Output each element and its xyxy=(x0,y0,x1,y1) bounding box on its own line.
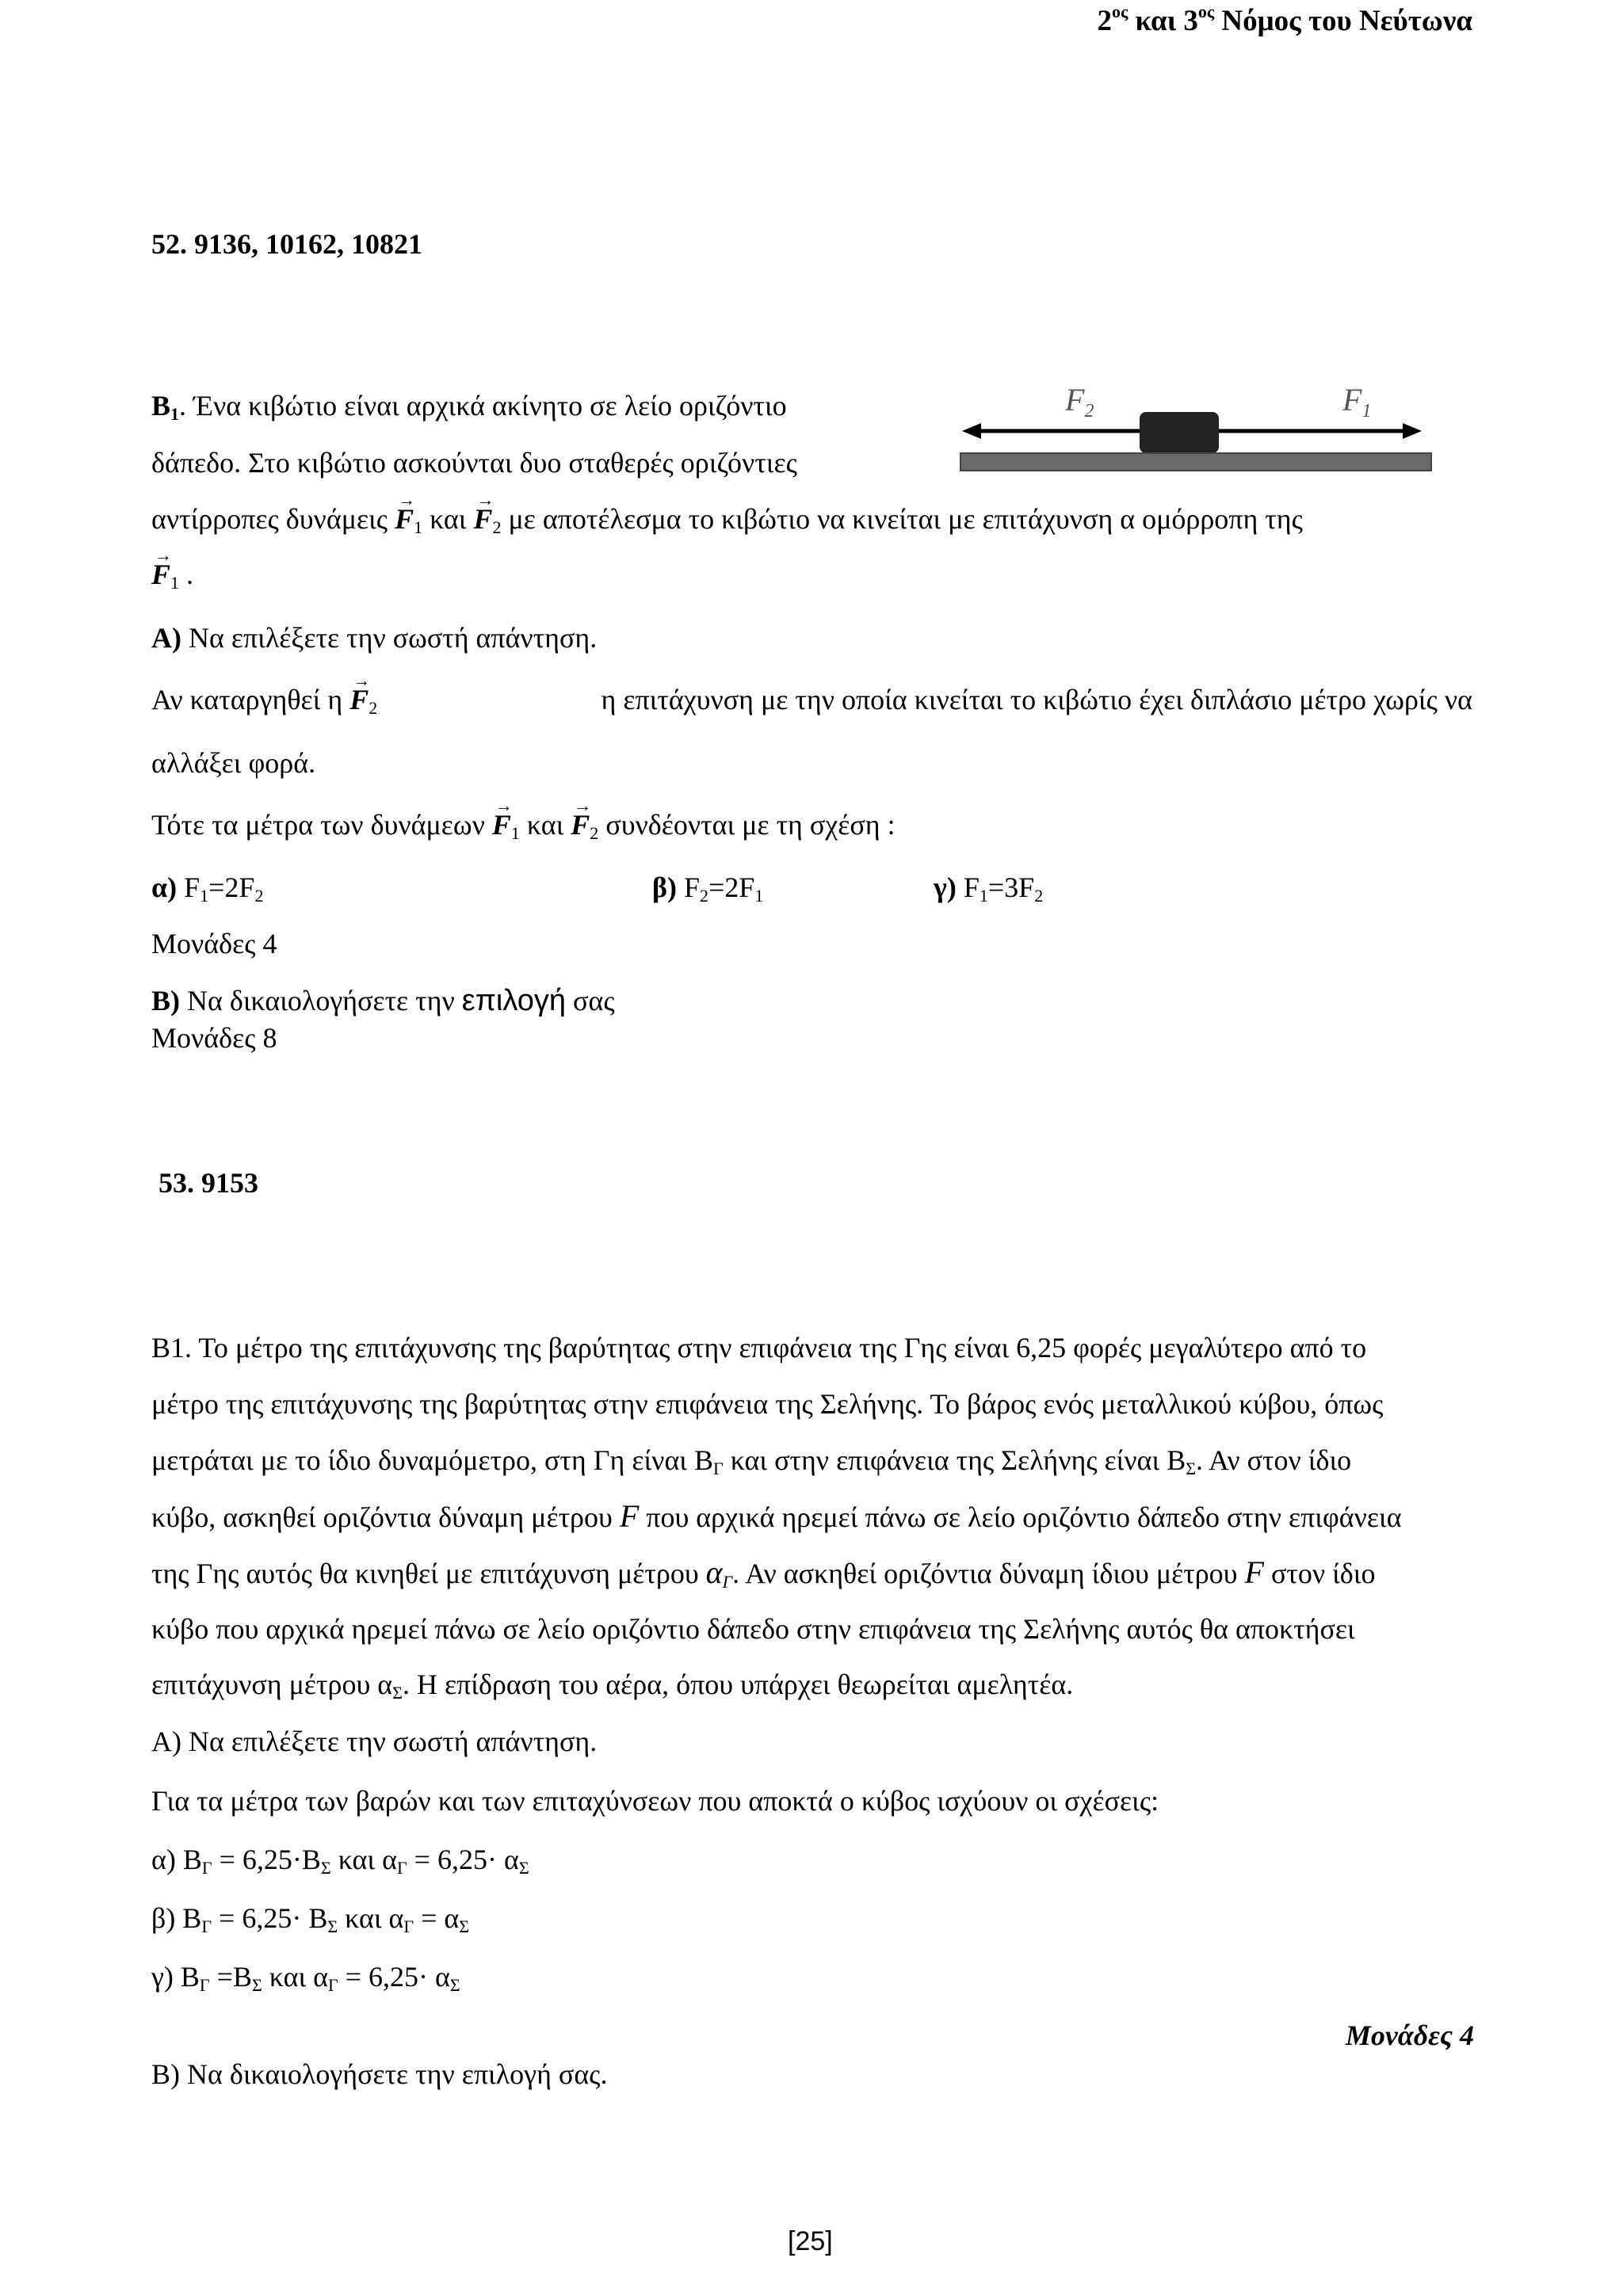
force-diagram xyxy=(957,382,1433,477)
q53-p1: Β1. Το μέτρο της επιτάχυνσης της βαρύτητας στην επιφάνεια της Γης είναι 6,25 φορές μεγαλύτερο από το xyxy=(151,1332,1367,1363)
text: F xyxy=(184,871,200,903)
f1-label: $F_1$ xyxy=(1342,382,1372,421)
text: Τότε τα μέτρα των δυνάμεων xyxy=(151,809,485,841)
q53-option-b xyxy=(151,1900,469,1936)
sub: 1 xyxy=(754,886,764,906)
text: = 6,25· α xyxy=(338,1961,450,1993)
italic-f: F xyxy=(619,1498,640,1534)
q53-intro: Για τα μέτρα των βαρών και των επιταχύνσεων που αποκτά ο κύβος ισχύουν οι σχέσεις: xyxy=(151,1785,1159,1817)
sub: Σ xyxy=(1186,1459,1197,1478)
q52-monades-8: Μονάδες 8 xyxy=(151,1022,277,1054)
text: και στην επιφάνεια της Σελήνης είναι Β xyxy=(730,1444,1186,1476)
opt-label: α) xyxy=(151,871,178,903)
sub: 2 xyxy=(700,886,708,906)
q52-line1 xyxy=(151,387,787,424)
part-b-label: Β) xyxy=(151,985,180,1016)
opt-label: γ) xyxy=(934,871,957,903)
text: στον ίδιο xyxy=(1270,1558,1376,1589)
text: =2F xyxy=(708,871,755,903)
text: επιτάχυνση μέτρου α xyxy=(151,1669,393,1700)
q53-p6: κύβο που αρχικά ηρεμεί πάνω σε λείο οριζόντιο δάπεδο στην επιφάνεια της Σελήνης αυτός θα αποκτήσει xyxy=(151,1613,1355,1645)
text: που αρχικά ηρεμεί πάνω σε λείο οριζόντιο δάπεδο στην επιφάνεια xyxy=(646,1501,1402,1533)
text: F xyxy=(683,871,700,903)
q53-p3 xyxy=(151,1442,1351,1478)
sub: Σ xyxy=(459,1917,470,1936)
q53-p4 xyxy=(151,1498,1402,1535)
b1-label xyxy=(151,390,180,424)
sub: 2 xyxy=(1034,886,1044,906)
floor xyxy=(960,453,1431,471)
vec-letter: F xyxy=(151,559,171,590)
vector-f2 xyxy=(571,807,590,843)
b1-letter: B xyxy=(151,390,171,421)
opt-label: β) xyxy=(652,871,677,903)
sub: Σ xyxy=(251,1975,262,1995)
sub: Γ xyxy=(713,1459,724,1478)
text: η επιτάχυνση με την οποία κινείται το κιβώτιο έχει διπλάσιο μέτρο χωρίς να xyxy=(601,684,1472,715)
text: = 6,25· Β xyxy=(212,1902,328,1934)
text: . Αν ασκηθεί οριζόντια δύναμη ίδιου μέτρου xyxy=(732,1558,1238,1589)
text: =2F xyxy=(208,871,255,903)
page-header xyxy=(1098,3,1473,40)
text: . Η επίδραση του αέρα, όπου υπάρχει θεωρείται αμελητέα. xyxy=(402,1669,1074,1700)
text: =3F xyxy=(987,871,1035,903)
q52-option-a xyxy=(151,869,263,906)
text: και xyxy=(526,809,564,841)
sub: Γ xyxy=(201,1858,212,1878)
sub: 1 xyxy=(200,886,209,906)
q52-part-b xyxy=(151,982,615,1019)
sub: Γ xyxy=(328,1975,338,1995)
text: α) Β xyxy=(151,1844,202,1875)
sub: Σ xyxy=(320,1858,331,1878)
text: και α xyxy=(338,1902,404,1934)
header-sup: ος xyxy=(1197,2,1215,21)
sub: 2 xyxy=(254,886,264,906)
q53-option-a xyxy=(151,1841,529,1878)
text: Αν καταργηθεί η xyxy=(151,684,343,715)
header-part: Νόμος του Νεύτωνα xyxy=(1214,5,1472,37)
f1-arrowhead xyxy=(1403,423,1422,439)
text: και xyxy=(430,503,467,535)
q53-p2: μέτρο της επιτάχυνσης της βαρύτητας στην επιφάνεια της Σελήνης. Το βάρος ενός μεταλλικού κύβου, όπως xyxy=(151,1388,1384,1420)
sub: Γ xyxy=(722,1572,733,1592)
vec-letter: F xyxy=(395,503,414,535)
f2-arrowhead xyxy=(962,423,981,439)
vec-letter: F xyxy=(491,809,511,841)
q52-line4 xyxy=(151,556,193,593)
q52-part-a xyxy=(151,620,597,656)
text: . Αν στον ίδιο xyxy=(1196,1444,1352,1476)
sub: 2 xyxy=(492,517,502,537)
header-sup: ος xyxy=(1112,2,1128,21)
sub: 1 xyxy=(510,823,520,843)
italic-alpha: α xyxy=(705,1554,723,1590)
sub: Γ xyxy=(396,1858,407,1878)
q52-option-b xyxy=(652,869,763,906)
sub: 1 xyxy=(414,517,423,537)
q52-line1-text: . Ένα κιβώτιο είναι αρχικά ακίνητο σε λείο οριζόντιο xyxy=(179,390,787,421)
text: = 6,25·Β xyxy=(212,1844,321,1875)
q52-line8 xyxy=(151,807,896,843)
sub: Γ xyxy=(199,1975,210,1995)
q52-line3 xyxy=(151,501,1303,537)
part-a-text: Να επιλέξετε την σωστή απάντηση. xyxy=(189,622,598,654)
vector-f2 xyxy=(349,681,369,718)
text: και α xyxy=(262,1961,329,1993)
sub: 1 xyxy=(170,573,180,593)
q52-heading: 52. 9136, 10162, 10821 xyxy=(151,228,422,260)
q52-option-c xyxy=(934,869,1043,906)
vector-f1 xyxy=(151,556,170,593)
sub: Σ xyxy=(449,1975,460,1995)
q52-line6 xyxy=(151,681,1472,718)
text: συνδέονται με τη σχέση : xyxy=(605,809,896,841)
vec-letter: F xyxy=(473,503,493,535)
part-a-label: Α) xyxy=(151,622,181,654)
header-part: 2 xyxy=(1097,5,1112,37)
vector-f1 xyxy=(492,807,511,843)
q52-line2: δάπεδο. Στο κιβώτιο ασκούνται δυο σταθερές οριζόντιες xyxy=(151,447,797,479)
text: γ) Β xyxy=(151,1961,200,1993)
q53-part-a: Α) Να επιλέξετε την σωστή απάντηση. xyxy=(151,1726,598,1757)
text: αντίρροπες δυνάμεις xyxy=(151,503,388,535)
italic-f: F xyxy=(1244,1554,1264,1590)
text: επιλογή xyxy=(461,984,567,1017)
vec-letter: F xyxy=(349,684,369,715)
text: =Β xyxy=(209,1961,252,1993)
q52-line7: αλλάξει φορά. xyxy=(151,747,316,779)
q53-option-c xyxy=(151,1958,460,1995)
q53-monades-4: Μονάδες 4 xyxy=(1345,2019,1474,2051)
sub: Σ xyxy=(518,1858,529,1878)
q53-part-b: Β) Να δικαιολογήσετε την επιλογή σας. xyxy=(151,2058,608,2090)
sub: 2 xyxy=(369,698,378,718)
q53-p5 xyxy=(151,1554,1375,1592)
text: = 6,25· α xyxy=(407,1844,519,1875)
sub: Σ xyxy=(392,1683,403,1703)
q53-p7 xyxy=(151,1666,1073,1703)
q52-monades-4: Μονάδες 4 xyxy=(151,928,277,959)
header-part: και 3 xyxy=(1128,5,1198,37)
page-number: [25] xyxy=(788,2226,833,2256)
text: . xyxy=(186,559,194,590)
line6-left xyxy=(151,681,377,718)
sub: 1 xyxy=(979,886,988,906)
text: μετράται με το ίδιο δυναμόμετρο, στη Γη είναι Β xyxy=(151,1444,713,1476)
text: κύβο, ασκηθεί οριζόντια δύναμη μέτρου xyxy=(151,1501,613,1533)
b1-sub: 1 xyxy=(170,404,180,424)
sub: Γ xyxy=(403,1917,414,1936)
f2-label: $F_2$ xyxy=(1065,382,1094,421)
sub: Σ xyxy=(327,1917,338,1936)
box xyxy=(1140,412,1219,453)
sub: Γ xyxy=(201,1917,212,1936)
vector-f2 xyxy=(473,501,492,537)
q53-heading: 53. 9153 xyxy=(158,1167,258,1199)
text: σας xyxy=(573,985,615,1016)
text: Να δικαιολογήσετε την xyxy=(187,985,455,1016)
text: της Γης αυτός θα κινηθεί με επιτάχυνση μέτρου xyxy=(151,1558,699,1589)
text: F xyxy=(963,871,980,903)
sub: 2 xyxy=(590,823,599,843)
vector-f1 xyxy=(395,501,414,537)
text: με αποτέλεσμα το κιβώτιο να κινείται με επιτάχυνση α ομόρροπη της xyxy=(508,503,1303,535)
text: και α xyxy=(330,1844,397,1875)
vec-letter: F xyxy=(571,809,590,841)
text: β) Β xyxy=(151,1902,202,1934)
text: = α xyxy=(414,1902,460,1934)
